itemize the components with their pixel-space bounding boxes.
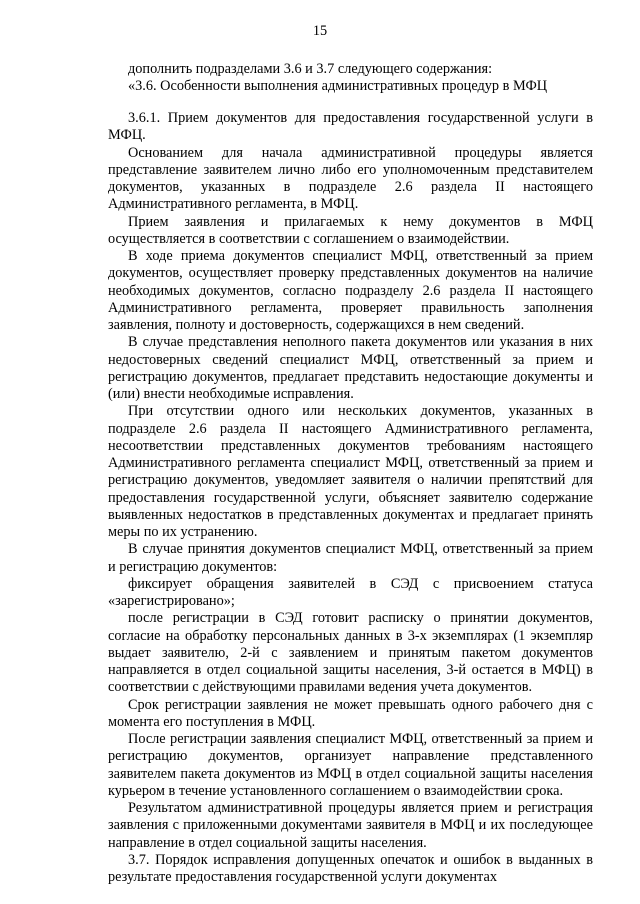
paragraph-subsection-heading: 3.6.1. Прием документов для предоставления государственной услуги в МФЦ. [108,110,593,144]
paragraph: При отсутствии одного или нескольких документов, указанных в подразделе 2.6 раздела II настоящего Административного регламента, несоответствии представленных документов требованиям настоящего Административного регламента специалист МФЦ, ответственный за прием и регистрацию документов, уведомляет заявителя о наличии препятствий для предоставления государственной услуги, объясняет заявителю содержание выявленных недостатков в представленных документах и предлагает принять меры по их устранению. [108,403,593,540]
paragraph: В случае представления неполного пакета документов или указания в них недостоверных сведений специалист МФЦ, ответственный за прием и регистрацию документов, предлагает представить недостающие документы и (или) внести необходимые исправления. [108,334,593,402]
document-body [108,110,593,886]
paragraph: Основанием для начала административной процедуры является представление заявителем лично либо его уполномоченным представителем документов, указанных в подразделе 2.6 раздела II настоящего Административного регламента, в МФЦ. [108,144,593,213]
page-number: 15 [312,23,328,39]
section-heading: «3.6. Особенности выполнения административных процедур в МФЦ [128,78,548,94]
paragraph: фиксирует обращения заявителей в СЭД с присвоением статуса «зарегистрировано»; [108,575,593,609]
paragraph: В случае принятия документов специалист МФЦ, ответственный за прием и регистрацию документов: [108,541,593,575]
amendment-intro: дополнить подразделами 3.6 и 3.7 следующего содержания: [128,61,493,77]
paragraph-subsection-heading: 3.7. Порядок исправления допущенных опечаток и ошибок в выданных в результате предоставления государственной услуги документах [108,851,593,885]
paragraph: после регистрации в СЭД готовит расписку о принятии документов, согласие на обработку персональных данных в 3-х экземплярах (1 экземпляр выдает заявителю, 2-й с заявлением и принятым пакетом документов направляется в отдел социальной защиты населения, 3-й остается в МФЦ) в соответствии с действующими правилами ведения учета документов. [108,610,593,696]
paragraph: В ходе приема документов специалист МФЦ, ответственный за прием документов, осуществляет проверку представленных документов на наличие необходимых документов, согласно подразделу 2.6 раздела II настоящего Административного регламента, проверяет правильность заполнения заявления, полноту и достоверность, содержащихся в нем сведений. [108,248,593,333]
paragraph: После регистрации заявления специалист МФЦ, ответственный за прием и регистрацию документов, организует направление представленного заявителем пакета документов из МФЦ в отдел социальной защиты населения курьером в течение установленного соглашением о взаимодействии срока. [108,731,593,799]
paragraph: Результатом административной процедуры является прием и регистрация заявления с приложенными документами заявителя в МФЦ и их последующее направление в отдел социальной защиты населения. [108,800,593,851]
paragraph: Прием заявления и прилагаемых к нему документов в МФЦ осуществляется в соответствии с соглашением о взаимодействии. [108,213,593,247]
paragraph: Срок регистрации заявления не может превышать одного рабочего дня с момента его поступления в МФЦ. [108,696,593,730]
